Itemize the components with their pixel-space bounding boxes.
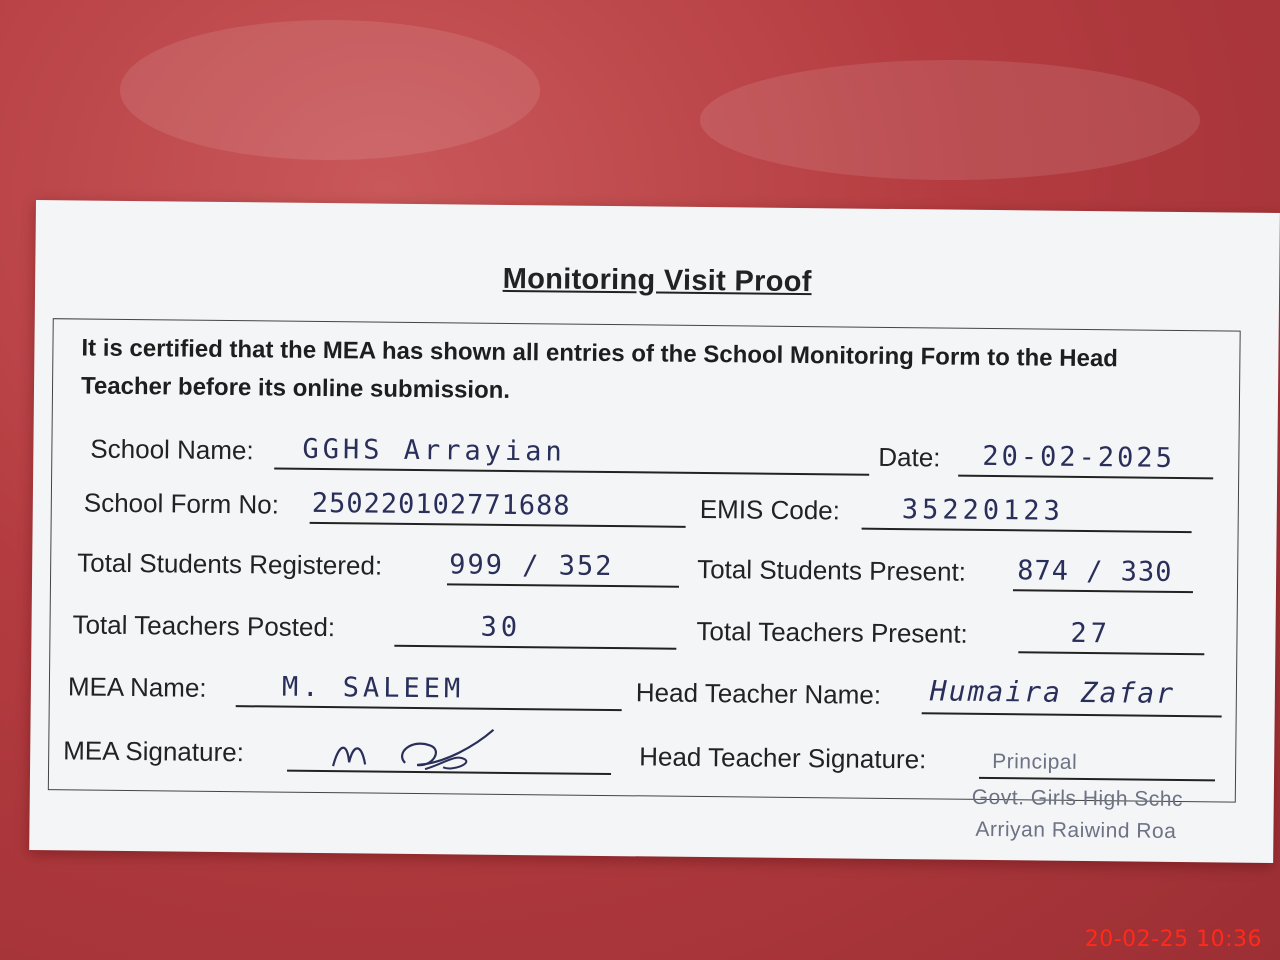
emis-code-label: EMIS Code: <box>699 493 841 526</box>
principal-stamp-line2: Govt. Girls High Schc <box>971 785 1184 812</box>
emis-code-value: 35220123 <box>901 494 1065 527</box>
head-teacher-name-label: Head Teacher Name: <box>635 677 882 710</box>
students-registered-label: Total Students Registered: <box>77 547 383 581</box>
fabric-highlight <box>700 60 1200 180</box>
teachers-posted-line <box>394 645 676 650</box>
mea-name-value: M. SALEEM <box>281 671 465 705</box>
mea-signature-label: MEA Signature: <box>63 735 245 768</box>
document-title: Monitoring Visit Proof <box>502 262 812 299</box>
school-form-no-value: 250220102771688 <box>311 487 571 522</box>
head-teacher-signature-label: Head Teacher Signature: <box>639 741 927 775</box>
row-form-no <box>52 481 1238 543</box>
form-box <box>48 318 1241 802</box>
head-teacher-signature-line <box>979 777 1215 781</box>
teachers-posted-label: Total Teachers Posted: <box>72 609 336 643</box>
teachers-present-value: 27 <box>1070 617 1112 650</box>
emis-code-line <box>862 528 1192 533</box>
mea-name-line <box>236 705 622 711</box>
school-name-line <box>274 468 869 476</box>
students-registered-value: 999 / 352 <box>449 549 614 583</box>
principal-stamp-line3: Arriyan Raiwind Roa <box>975 817 1177 843</box>
photo-timestamp: 20-02-25 10:36 <box>1084 927 1262 952</box>
teachers-present-line <box>1018 651 1204 655</box>
head-teacher-name-line <box>922 712 1222 717</box>
students-present-value: 874 / 330 <box>1017 555 1173 588</box>
row-names <box>50 665 1236 727</box>
school-name-label: School Name: <box>90 433 254 466</box>
certification-text: It is certified that the MEA has shown all entries of the School Monitoring Form to the Head Teacher before its online submission. <box>80 334 1119 404</box>
monitoring-visit-card <box>29 200 1280 863</box>
row-teachers <box>50 603 1236 665</box>
date-line <box>958 475 1213 480</box>
date-value: 20-02-2025 <box>982 440 1176 474</box>
students-present-line <box>1013 589 1193 593</box>
row-school-name <box>52 427 1238 489</box>
students-registered-line <box>447 583 679 587</box>
school-form-no-label: School Form No: <box>83 487 280 520</box>
head-teacher-name-value: Humaira Zafar <box>929 674 1176 710</box>
students-present-label: Total Students Present: <box>697 553 967 587</box>
row-students <box>51 541 1237 603</box>
mea-name-label: MEA Name: <box>67 671 207 703</box>
principal-stamp-line1: Principal <box>992 750 1078 774</box>
fabric-highlight <box>120 20 540 160</box>
school-name-value: GGHS Arrayian <box>302 433 566 468</box>
teachers-posted-value: 30 <box>480 611 522 644</box>
school-form-no-line <box>310 522 686 528</box>
mea-signature-icon <box>325 722 516 780</box>
teachers-present-label: Total Teachers Present: <box>696 615 968 649</box>
date-label: Date: <box>878 441 941 473</box>
